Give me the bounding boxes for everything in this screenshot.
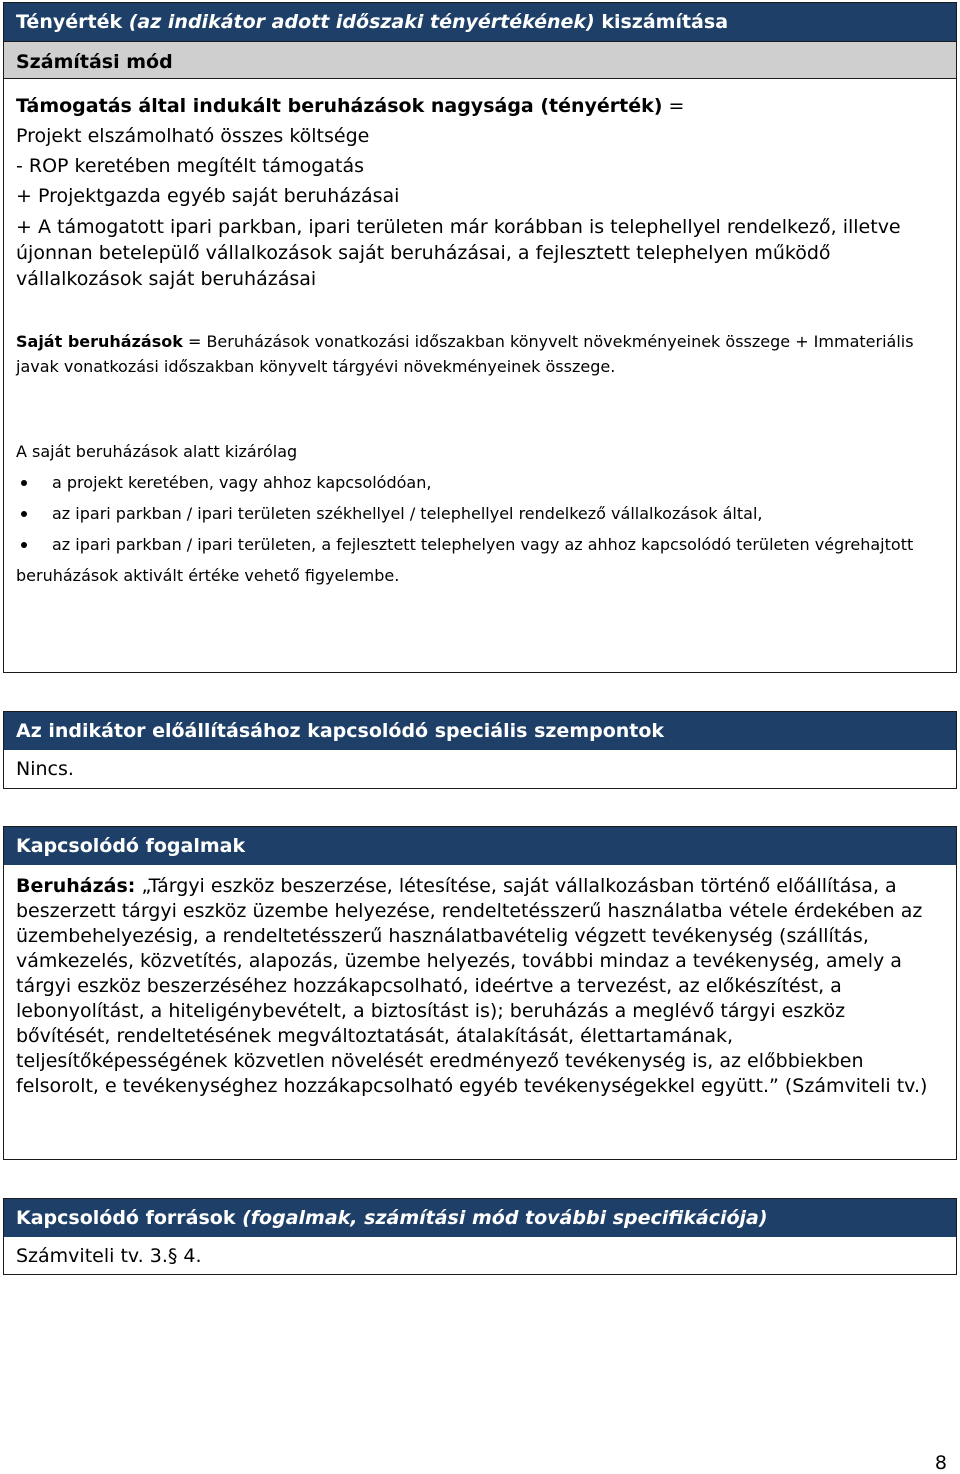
related-sources-header: Kapcsolódó források (fogalmak, számítási mód további specifikációja) (4, 1199, 956, 1237)
exclusions-closing: beruházások aktivált értéke vehető figyelembe. (16, 566, 400, 585)
bullet-icon (21, 511, 27, 517)
formula-term: - ROP keretében megítélt támogatás (16, 155, 364, 177)
exclusions-list (16, 470, 948, 557)
calculation-box (3, 2, 957, 673)
exclusions-intro: A saját beruházások alatt kizárólag (16, 442, 298, 461)
calculation-header: Tényérték (az indikátor adott időszaki tényértékének) kiszámítása (4, 3, 956, 41)
page-number: 8 (934, 1452, 947, 1474)
special-aspects-header: Az indikátor előállításához kapcsolódó speciális szempontok (4, 712, 956, 750)
list-item: a projekt keretében, vagy ahhoz kapcsolódóan, (16, 470, 948, 495)
formula-block (16, 91, 948, 292)
formula-term-long: + A támogatott ipari parkban, ipari területen már korábban is telephellyel rendelkező, illetve újonnan betelepülő vállalkozások saját beruházásai, a fejlesztett telephelyen működő vállalkozások saját beruházásai (16, 216, 901, 290)
formula-term: Projekt elszámolható összes költsége (16, 125, 370, 147)
list-item: az ipari parkban / ipari területen, a fejlesztett telephelyen vagy az ahhoz kapcsolódó területen végrehajtott (16, 532, 948, 557)
formula-term: + Projektgazda egyéb saját beruházásai (16, 185, 400, 207)
special-aspects-box (3, 711, 957, 789)
method-subheader: Számítási mód (4, 41, 956, 79)
list-item: az ipari parkban / ipari területen székhellyel / telephellyel rendelkező vállalkozások által, (16, 501, 948, 526)
related-concepts-header: Kapcsolódó fogalmak (4, 827, 956, 865)
own-investments-definition: Saját beruházások = Beruházások vonatkozási időszakban könyvelt növekményeinek összege + Immateriális javak vonatkozási időszakban könyvelt tárgyévi növekményeinek összege. (16, 332, 914, 376)
concept-definition: Beruházás: „Tárgyi eszköz beszerzése, létesítése, saját vállalkozásban történő előállítása, a beszerzett tárgyi eszköz üzembe helyezése, rendeltetésszerű használatba vétele érdekében az üzembehelyezésig, a rendeltetésszerű használatbavételig végzett tevékenység (szállítás, vámkezelés, közvetítés, alapozás, üzembe helyezés, további mindaz a tevékenység, amely a tárgyi eszköz beszerzéséhez hozzákapcsolható, ideértve a tervezést, az előkészítést, a lebonyolítást, a hiteligénybevételt, a biztosítást is); beruházás a meglévő tárgyi eszköz bővítését, rendeltetésének megváltoztatását, átalakítását, élettartamának, teljesítőképességének közvetlen növelését eredményező tevékenység is, az előbbiekben felsorolt, e tevékenységhez hozzákapcsolható egyéb tevékenységekkel együtt.” (Számviteli tv.) (16, 875, 928, 1097)
special-aspects-text: Nincs. (16, 758, 74, 780)
related-concepts-box (3, 826, 957, 1160)
bullet-icon (21, 480, 27, 486)
related-sources-box (3, 1198, 957, 1275)
formula-line: Támogatás által indukált beruházások nagysága (tényérték) = (16, 95, 685, 117)
exclusions-block (16, 439, 948, 588)
bullet-icon (21, 542, 27, 548)
related-sources-text: Számviteli tv. 3.§ 4. (16, 1245, 202, 1267)
